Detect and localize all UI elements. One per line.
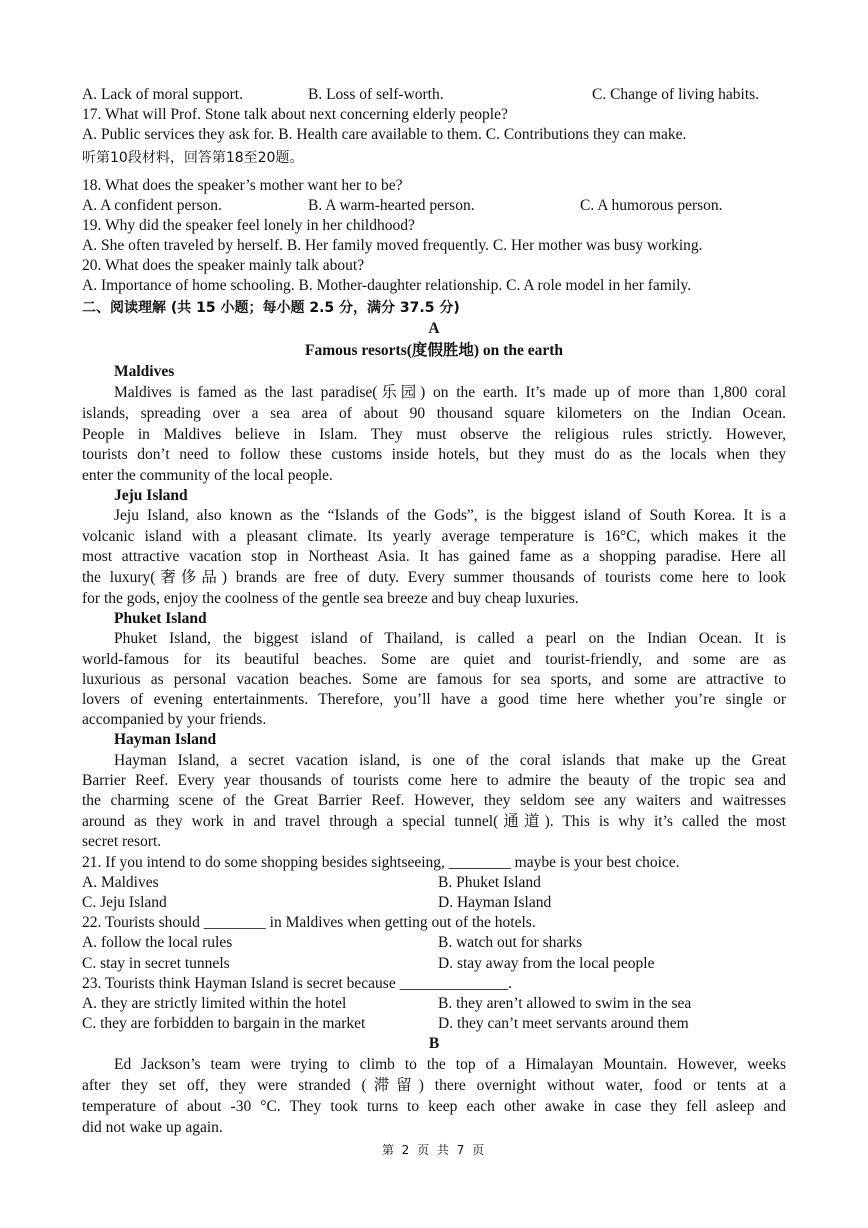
q21-question: 21. If you intend to do some shopping besides sightseeing, ________ maybe is your best choice. bbox=[82, 854, 680, 871]
q21-option-a: A. Maldives bbox=[82, 874, 159, 891]
q23-option-b: B. they aren’t allowed to swim in the sea bbox=[438, 995, 692, 1012]
phuket-line: world-famous for its beautiful beaches. Some are quiet and tourist-friendly, and some are as bbox=[82, 651, 786, 668]
material10-instruction: 听第10段材料，回答第18至20题。 bbox=[82, 150, 304, 166]
q22-option-b: B. watch out for sharks bbox=[438, 934, 583, 951]
jeju-line: the luxury(奢侈品) brands are free of duty. Every summer thousands of tourists come here to look bbox=[82, 569, 786, 586]
passage-a-letter: A bbox=[428, 320, 440, 337]
q20-options: A. Importance of home schooling. B. Mother-daughter relationship. C. A role model in her family. bbox=[82, 277, 692, 294]
phuket-line: Phuket Island, the biggest island of Thailand, is called a pearl on the Indian Ocean. It is bbox=[114, 630, 786, 647]
passage-b-line: did not wake up again. bbox=[82, 1119, 223, 1136]
q22-option-d: D. stay away from the local people bbox=[438, 955, 655, 972]
q23-question: 23. Tourists think Hayman Island is secret because ______________. bbox=[82, 975, 512, 992]
q18-question: 18. What does the speaker’s mother want her to be? bbox=[82, 177, 403, 194]
q21-option-c: C. Jeju Island bbox=[82, 894, 167, 911]
q23-option-a: A. they are strictly limited within the hotel bbox=[82, 995, 347, 1012]
q18-option-c: C. A humorous person. bbox=[580, 197, 723, 214]
hayman-line: Hayman Island, a secret vacation island, is one of the coral islands that make up the Great bbox=[114, 752, 786, 769]
q17-options: A. Public services they ask for. B. Health care available to them. C. Contributions they can make. bbox=[82, 126, 687, 143]
q16-option-a: A. Lack of moral support. bbox=[82, 86, 243, 103]
hayman-line: around as they work in and travel through a special tunnel(通道). This is why it’s called the most bbox=[82, 813, 786, 830]
phuket-line: luxurious as personal vacation beaches. Some are famous for sea sports, and some are attractive to bbox=[82, 671, 786, 688]
maldives-heading: Maldives bbox=[114, 363, 175, 380]
passage-b-line: after they set off, they were stranded (滞留) there overnight without water, food or tents at a bbox=[82, 1077, 786, 1094]
q20-question: 20. What does the speaker mainly talk about? bbox=[82, 257, 365, 274]
q18-option-a: A. A confident person. bbox=[82, 197, 222, 214]
jeju-heading: Jeju Island bbox=[114, 487, 188, 504]
q21-option-b: B. Phuket Island bbox=[438, 874, 541, 891]
passage-a-title: Famous resorts(度假胜地) on the earth bbox=[304, 342, 563, 359]
jeju-line: Jeju Island, also known as the “Islands of the Gods”, is the biggest island of South Korea. It is a bbox=[114, 507, 786, 524]
jeju-line: most attractive vacation stop in Northeast Asia. It has gained fame as a shopping paradise. Here all bbox=[82, 548, 786, 565]
maldives-line: Maldives is famed as the last paradise(乐园) on the earth. It’s made up of more than 1,800 coral bbox=[114, 384, 786, 401]
jeju-line: for the gods, enjoy the coolness of the gentle sea breeze and buy cheap luxuries. bbox=[82, 590, 579, 607]
maldives-line: tourists don’t need to follow these customs inside hotels, but they must do as the locals when they bbox=[82, 446, 786, 463]
maldives-line: islands, spreading over a sea area of about 90 thousand square kilometers on the Indian Ocean. bbox=[82, 405, 786, 422]
q22-question: 22. Tourists should ________ in Maldives when getting out of the hotels. bbox=[82, 914, 536, 931]
q19-question: 19. Why did the speaker feel lonely in her childhood? bbox=[82, 217, 415, 234]
passage-b-line: temperature of about -30 °C. They took turns to keep each other awake in case they fell asleep and bbox=[82, 1098, 786, 1115]
maldives-line: People in Maldives believe in Islam. They must observe the religious rules strictly. However, bbox=[82, 426, 786, 443]
q17-question: 17. What will Prof. Stone talk about next concerning elderly people? bbox=[82, 106, 508, 123]
passage-b-letter: B bbox=[428, 1035, 440, 1052]
passage-b-line: Ed Jackson’s team were trying to climb to the top of a Himalayan Mountain. However, weeks bbox=[114, 1056, 786, 1073]
q23-option-d: D. they can’t meet servants around them bbox=[438, 1015, 689, 1032]
q16-option-b: B. Loss of self-worth. bbox=[308, 86, 444, 103]
phuket-line: lovers of evening entertainments. Therefore, you’ll have a good time here whether you’re single or bbox=[82, 691, 786, 708]
page-number-footer: 第 2 页 共 7 页 bbox=[381, 1143, 487, 1157]
q23-option-c: C. they are forbidden to bargain in the market bbox=[82, 1015, 366, 1032]
q22-option-c: C. stay in secret tunnels bbox=[82, 955, 230, 972]
reading-section-title: 二、阅读理解 (共 15 小题；每小题 2.5 分，满分 37.5 分) bbox=[82, 300, 460, 316]
hayman-line: the charming scene of the Great Barrier Reef. However, they seldom see any waiters and waitresses bbox=[82, 792, 786, 809]
hayman-line: Barrier Reef. Every year thousands of tourists come here to admire the beauty of the tropic sea and bbox=[82, 772, 786, 789]
phuket-heading: Phuket Island bbox=[114, 610, 207, 627]
q22-option-a: A. follow the local rules bbox=[82, 934, 233, 951]
hayman-heading: Hayman Island bbox=[114, 731, 217, 748]
jeju-line: volcanic island with a pleasant climate. Its yearly average temperature is 16°C, which makes it the bbox=[82, 528, 786, 545]
hayman-line: secret resort. bbox=[82, 833, 162, 850]
q18-option-b: B. A warm-hearted person. bbox=[308, 197, 475, 214]
q19-options: A. She often traveled by herself. B. Her family moved frequently. C. Her mother was busy working. bbox=[82, 237, 703, 254]
q16-option-c: C. Change of living habits. bbox=[592, 86, 760, 103]
maldives-line: enter the community of the local people. bbox=[82, 467, 333, 484]
q21-option-d: D. Hayman Island bbox=[438, 894, 552, 911]
phuket-line: accompanied by your friends. bbox=[82, 711, 267, 728]
